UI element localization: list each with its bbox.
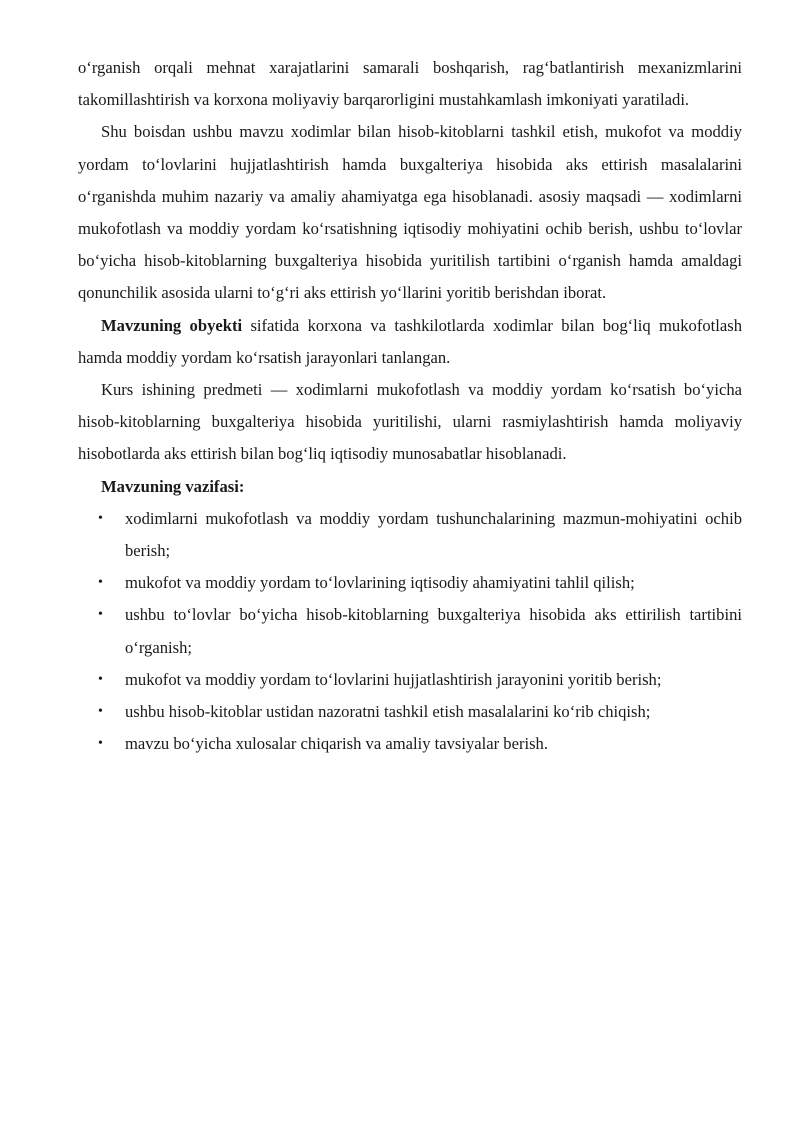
list-item: [78, 599, 742, 663]
bullet-icon: •: [98, 607, 103, 623]
task-text: ushbu hisob-kitoblar ustidan nazoratni tashkil etish masalalarini ko‘rib chiqish;: [125, 702, 651, 722]
bullet-icon: •: [98, 575, 103, 591]
list-item: [78, 696, 742, 728]
list-item: [78, 728, 742, 760]
list-item: [78, 503, 742, 567]
list-item: [78, 567, 742, 599]
paragraph-continuation: o‘rganish orqali mehnat xarajatlarini samarali boshqarish, rag‘batlantirish mexanizmlarini takomillashtirish va korxona moliyaviy barqarorligini mustahkamlash imkoniyati yaratiladi.: [78, 58, 742, 110]
bullet-icon: •: [98, 671, 103, 687]
task-text: mavzu bo‘yicha xulosalar chiqarish va amaliy tavsiyalar berish.: [125, 734, 548, 754]
object-label: Mavzuning obyekti: [101, 315, 243, 335]
tasks-heading: Mavzuning vazifasi:: [101, 476, 245, 496]
task-text: mukofot va moddiy yordam to‘lovlarini hujjatlashtirish jarayonini yoritib berish;: [125, 669, 662, 689]
task-text: xodimlarni mukofotlash va moddiy yordam tushunchalarining mazmun-mohiyatini ochib berish;: [125, 508, 742, 561]
paragraph-relevance: Shu boisdan ushbu mavzu xodimlar bilan hisob-kitoblarni tashkil etish, mukofot va moddiy yordam to‘lovlarini hujjatlashtirish hamda buxgalteriya hisobida aks ettirish masalalarini o‘rganishda muhim nazariy va amaliy ahamiyatga ega hisoblanadi. asosiy maqsadi — xodimlarni mukofotlash va moddiy yordam ko‘rsatishning iqtisodiy mohiyatini ochib berish, ushbu to‘lovlar bo‘yicha hisob-kitoblarning buxgalteriya hisobida yuritilish tartibini o‘rganish hamda amaldagi qonunchilik asosida ularni to‘g‘ri aks ettirish yo‘llarini yoritib berishdan iborat.: [78, 122, 742, 303]
bullet-icon: •: [98, 736, 103, 752]
paragraph-subject: Kurs ishining predmeti — xodimlarni mukofotlash va moddiy yordam ko‘rsatish bo‘yicha hisob-kitoblarning buxgalteriya hisobida yuritilishi, ularni rasmiylashtirish hamda moliyaviy hisobotlarda aks ettirish bilan bog‘liq iqtisodiy munosabatlar hisoblanadi.: [78, 380, 742, 464]
tasks-list: [78, 503, 742, 761]
task-text: ushbu to‘lovlar bo‘yicha hisob-kitoblarning buxgalteriya hisobida aks ettirilish tartibini o‘rganish;: [125, 605, 742, 657]
task-text: mukofot va moddiy yordam to‘lovlarining iqtisodiy ahamiyatini tahlil qilish;: [125, 573, 635, 593]
bullet-icon: •: [98, 510, 103, 526]
paragraph-object: [78, 310, 742, 374]
list-item: [78, 664, 742, 696]
object-text: sifatida korxona va tashkilotlarda xodimlar bilan bog‘liq mukofotlash hamda moddiy yordam ko‘rsatish jarayonlari tanlangan.: [78, 315, 742, 367]
document-page: [78, 52, 742, 760]
bullet-icon: •: [98, 704, 103, 720]
